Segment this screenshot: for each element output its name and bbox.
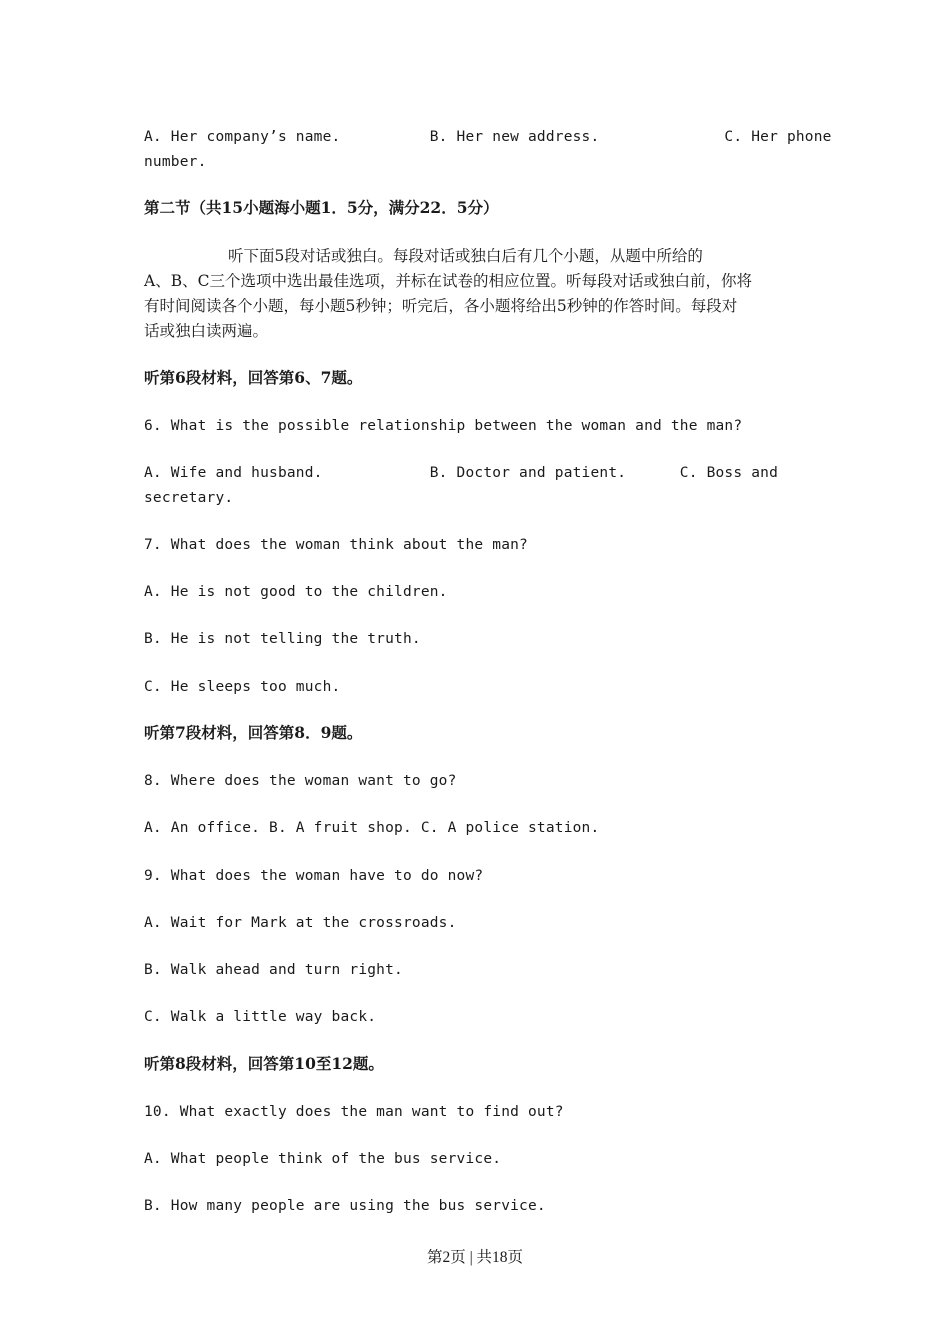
- q7-option-b: B. He is not telling the truth.: [144, 631, 421, 647]
- q9-question: 9. What does the woman have to do now?: [144, 868, 484, 884]
- q5-options-line1: A. Her company’s name. B. Her new address. C. Her phone: [144, 129, 832, 145]
- section2-instructions-line2: A、B、C三个选项中选出最佳选项，并标在试卷的相应位置。听每段对话或独白前，你将: [144, 272, 752, 290]
- q9-option-a: A. Wait for Mark at the crossroads.: [144, 915, 457, 931]
- section2-instructions-line4: 话或独白读两遍。: [144, 322, 269, 340]
- section2-instructions-line3: 有时间阅读各个小题，每小题5秒钟；听完后，各小题将给出5秒钟的作答时间。每段对: [144, 297, 738, 315]
- q10-option-a: A. What people think of the bus service.: [144, 1151, 502, 1167]
- group7-header: 听第7段材料，回答第8．9题。: [144, 723, 363, 742]
- q8-options: A. An office. B. A fruit shop. C. A police station.: [144, 820, 600, 836]
- page-footer: 第2页 | 共18页: [426, 1249, 524, 1266]
- section2-header: 第二节（共15小题海小题1．5分，满分22．5分）: [144, 198, 499, 217]
- q7-option-c: C. He sleeps too much.: [144, 679, 341, 695]
- q9-option-b: B. Walk ahead and turn right.: [144, 962, 403, 978]
- q8-question: 8. Where does the woman want to go?: [144, 773, 457, 789]
- group8-header: 听第8段材料，回答第10至12题。: [144, 1054, 384, 1073]
- q7-option-a: A. He is not good to the children.: [144, 584, 448, 600]
- section2-instructions-line1: 听下面5段对话或独白。每段对话或独白后有几个小题，从题中所给的: [228, 247, 703, 265]
- q6-question: 6. What is the possible relationship between the woman and the man?: [144, 418, 743, 434]
- q7-question: 7. What does the woman think about the man?: [144, 537, 528, 553]
- q10-option-b: B. How many people are using the bus service.: [144, 1198, 546, 1214]
- group6-header: 听第6段材料，回答第6、7题。: [144, 368, 363, 387]
- q6-options-line1: A. Wife and husband. B. Doctor and patient. C. Boss and: [144, 465, 779, 481]
- q10-question: 10. What exactly does the man want to find out?: [144, 1104, 564, 1120]
- q6-options-line2: secretary.: [144, 490, 234, 506]
- q9-option-c: C. Walk a little way back.: [144, 1009, 377, 1025]
- q5-options-line2: number.: [144, 154, 207, 170]
